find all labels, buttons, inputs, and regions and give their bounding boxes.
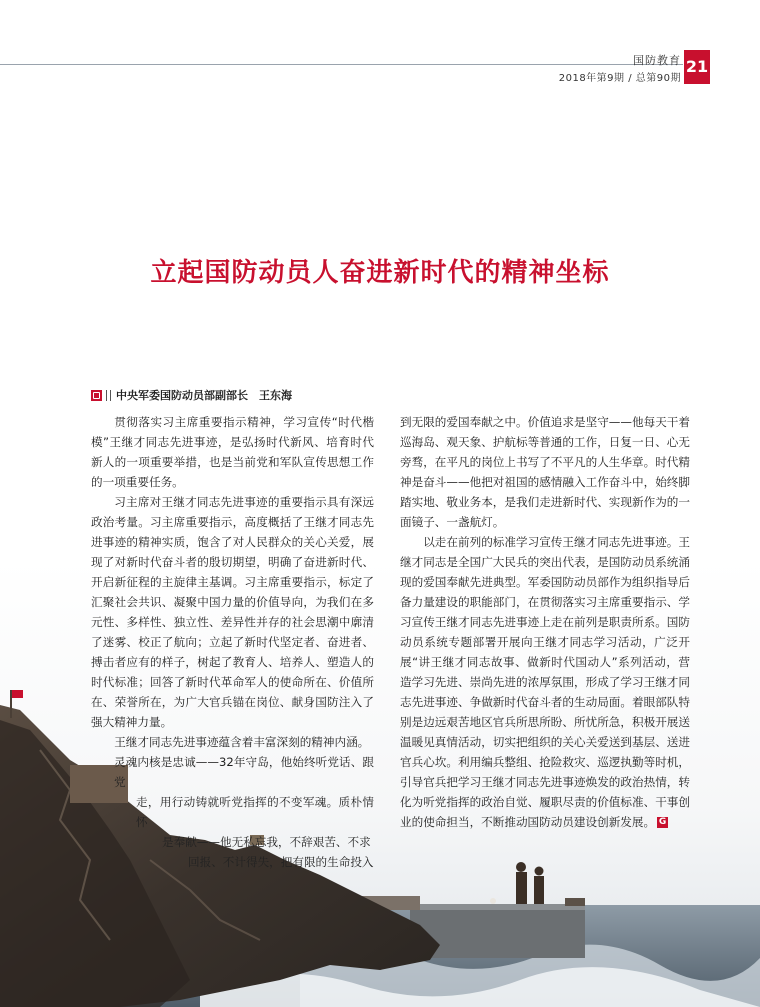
magazine-name: 国防教育 <box>633 54 681 67</box>
right-column <box>400 412 690 832</box>
byline <box>91 387 292 403</box>
paragraph: 习主席对王继才同志先进事迹的重要指示具有深远政治考量。习主席重要指示，高度概括了王继才同志先进事迹的精神实质，饱含了对人民群众的关心关爱，展现了对新时代奋斗者的殷切期望，明确了奋进新时代、开启新征程的主旋律主基调。习主席重要指示，标定了汇聚社会共识、凝聚中国力量的价值导向，为我们在多元性、多样性、独立性、差异性并存的社会思潮中廓清了迷雾、校正了航向；立起了新时代坚定者、奋进者、搏击者应有的样子，树起了教育人、培养人、塑造人的时代标准；回答了新时代革命军人的使命所在、价值所在、荣誉所在，为广大官兵锚在岗位、献身国防注入了强大精神力量。 <box>91 495 374 729</box>
paragraph-line: 回报、不计得失，把有限的生命投入 <box>188 855 374 869</box>
byline-text: 中央军委国防动员部副部长 王东海 <box>116 389 292 402</box>
article-title: 立起国防动员人奋进新时代的精神坐标 <box>150 258 610 288</box>
header-rule <box>0 64 683 65</box>
paragraph <box>400 532 690 832</box>
issue-info: 2018年第9期 / 总第90期 <box>558 73 681 84</box>
flag <box>12 690 23 698</box>
paragraph: 王继才同志先进事迹蕴含着丰富深刻的精神内涵。 <box>114 735 370 749</box>
left-column <box>91 412 374 872</box>
paragraph: 到无限的爱国奉献之中。价值追求是坚守——他每天干着巡海岛、观天象、护航标等普通的工作，日复一日、心无旁骛，在平凡的岗位上书写了不平凡的人生华章。时代精神是奋斗——他把对祖国的感情融入工作奋斗中，始终脚踏实地、敬业务本，是我们走进新时代、实现新作为的一面镜子、一盏航灯。 <box>400 415 690 529</box>
paragraph-line: 灵魂内核是忠诚——32年守岛，他始终听党话、跟党 <box>114 755 374 789</box>
byline-mark-icon <box>91 390 102 401</box>
paragraph-text: 以走在前列的标准学习宣传王继才同志先进事迹。王继才同志是全国广大民兵的突出代表，是国防动员系统涌现的爱国奉献先进典型。军委国防动员部作为组织指导后备力量建设的职能部门，在贯彻落实习主席重要指示、学习宣传王继才同志先进事迹上走在前列是职责所系。国防动员系统专题部署开展向王继才同志学习活动，广泛开展“讲王继才同志故事、做新时代国动人”系列活动，营造学习先进、崇尚先进的浓厚氛围，形成了学习王继才同志先进事迹、争做新时代奋斗者的生动局面。着眼部队特别是边远艰苦地区官兵所思所盼、所忧所急，积极开展送温暖见真情活动，切实把组织的关心关爱送到基层、送进官兵心坎。利用编兵整组、抢险救灾、巡逻执勤等时机，引导官兵把学习王继才同志先进事迹焕发的政治热情，转化为听党指挥的政治自觉、履职尽责的价值标准、干事创业的使命担当，不断推动国防动员建设创新发展。 <box>400 535 690 829</box>
end-mark-icon: G <box>658 817 667 827</box>
byline-divider-icon <box>106 390 111 401</box>
paragraph-line: 是奉献——他无私忘我，不辞艰苦、不求 <box>162 835 371 849</box>
flagpole <box>10 690 12 718</box>
paragraph-line: 走，用行动铸就听党指挥的不变军魂。质朴情怀 <box>136 795 374 829</box>
paragraph: 贯彻落实习主席重要指示精神，学习宣传“时代楷模”王继才同志先进事迹，是弘扬时代新风、培育时代新人的一项重要举措，也是当前党和军队宣传思想工作的一项重要任务。 <box>91 415 374 489</box>
page-number: 21 <box>684 50 710 84</box>
